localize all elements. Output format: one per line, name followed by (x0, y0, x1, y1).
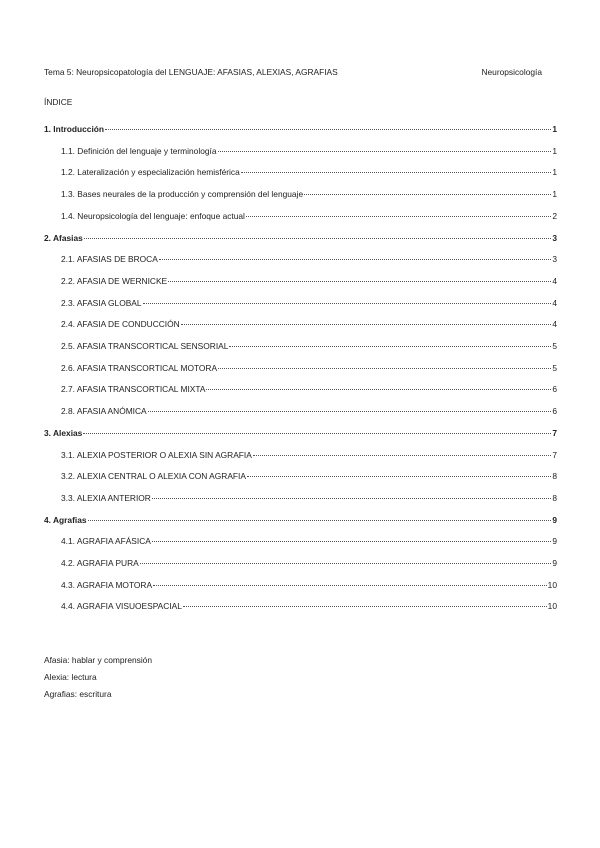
toc-subsection-entry[interactable] (44, 146, 557, 158)
toc-entry-title: 3.3. ALEXIA ANTERIOR (61, 492, 151, 503)
dot-leader (241, 172, 552, 173)
dot-leader (152, 498, 551, 499)
document-title: Tema 5: Neuropsicopatología del LENGUAJE: AFASIAS, ALEXIAS, AGRAFIAS (44, 67, 338, 77)
toc-entry-title: 2.2. AFASIA DE WERNICKE (61, 275, 168, 286)
dot-leader (181, 324, 552, 325)
toc-subsection-entry[interactable] (44, 254, 557, 266)
toc-entry-title: 3.1. ALEXIA POSTERIOR O ALEXIA SIN AGRAFIA (61, 449, 252, 460)
toc-subsection-entry[interactable] (44, 580, 557, 592)
toc-page-number: 10 (547, 601, 557, 612)
dot-leader (229, 346, 551, 347)
toc-page-number: 4 (552, 319, 557, 330)
toc-entry-title: 4. Agrafias (44, 514, 87, 525)
dot-leader (153, 585, 547, 586)
toc-entry-title: 2.4. AFASIA DE CONDUCCIÓN (61, 319, 180, 330)
toc-entry-title: 4.3. AGRAFIA MOTORA (61, 579, 153, 590)
toc-subsection-entry[interactable] (44, 471, 557, 483)
toc-page-number: 10 (547, 579, 557, 590)
toc-entry-title: 4.4. AGRAFIA VISUOESPACIAL (61, 601, 182, 612)
toc-entry-title: 2.6. AFASIA TRANSCORTICAL MOTORA (61, 362, 218, 373)
toc-page-number: 4 (552, 275, 557, 286)
dot-leader (253, 455, 551, 456)
toc-page-number: 1 (552, 189, 557, 200)
dot-leader (88, 520, 552, 521)
toc-subsection-entry[interactable] (44, 558, 557, 570)
notes-section (44, 652, 152, 703)
toc-page-number: 8 (552, 471, 557, 482)
toc-page-number: 6 (552, 384, 557, 395)
toc-page-number: 3 (552, 232, 557, 243)
toc-subsection-entry[interactable] (44, 341, 557, 353)
dot-leader (83, 433, 551, 434)
toc-page-number: 5 (552, 362, 557, 373)
index-heading: ÍNDICE (44, 97, 73, 107)
dot-leader (183, 606, 547, 607)
dot-leader (84, 238, 552, 239)
dot-leader (159, 259, 552, 260)
toc-subsection-entry[interactable] (44, 167, 557, 179)
dot-leader (140, 563, 552, 564)
dot-leader (105, 129, 551, 130)
toc-entry-title: 3. Alexias (44, 427, 83, 438)
toc-subsection-entry[interactable] (44, 384, 557, 396)
note-line: Agrafias: escritura (44, 689, 112, 699)
toc-subsection-entry[interactable] (44, 406, 557, 418)
note-line: Afasia: hablar y comprensión (44, 655, 152, 665)
toc-entry-title: 2.5. AFASIA TRANSCORTICAL SENSORIAL (61, 341, 229, 351)
note-line: Alexia: lectura (44, 672, 97, 682)
toc-subsection-entry[interactable] (44, 450, 557, 462)
dot-leader (206, 389, 551, 390)
toc-section-entry[interactable] (44, 124, 557, 136)
toc-section-entry[interactable] (44, 233, 557, 245)
dot-leader (148, 411, 552, 412)
toc-subsection-entry[interactable] (44, 276, 557, 288)
toc-page-number: 7 (552, 427, 557, 438)
toc-entry-title: 4.2. AGRAFIA PURA (61, 558, 139, 568)
dot-leader (218, 151, 552, 152)
toc-page-number: 1 (552, 124, 557, 134)
dot-leader (152, 541, 551, 542)
toc-page-number: 2 (552, 210, 557, 221)
toc-entry-title: 2.7. AFASIA TRANSCORTICAL MIXTA (61, 384, 206, 395)
toc-subsection-entry[interactable] (44, 363, 557, 375)
toc-page-number: 1 (552, 145, 557, 156)
toc-page-number: 7 (552, 449, 557, 460)
toc-entry-title: 2.8. AFASIA ANÓMICA (61, 406, 147, 417)
toc-page-number: 4 (552, 297, 557, 308)
toc-subsection-entry[interactable] (44, 211, 557, 223)
toc-page-number: 3 (552, 254, 557, 265)
dot-leader (218, 368, 551, 369)
toc-entry-title: 3.2. ALEXIA CENTRAL O ALEXIA CON AGRAFIA (61, 471, 246, 482)
dot-leader (246, 216, 551, 217)
toc-subsection-entry[interactable] (44, 493, 557, 505)
toc-entry-title: 2. Afasias (44, 232, 83, 243)
toc-entry-title: 2.1. AFASIAS DE BROCA (61, 254, 158, 265)
toc-page-number: 9 (552, 558, 557, 568)
dot-leader (304, 194, 551, 195)
dot-leader (168, 281, 551, 282)
page-header (44, 67, 542, 77)
toc-entry-title: 1. Introducción (44, 124, 105, 134)
toc-subsection-entry[interactable] (44, 536, 557, 548)
toc-page-number: 8 (552, 492, 557, 503)
toc-entry-title: 4.1. AGRAFIA AFÁSICA (61, 536, 151, 547)
toc-section-entry[interactable] (44, 515, 557, 527)
toc-subsection-entry[interactable] (44, 189, 557, 201)
toc-entry-title: 2.3. AFASIA GLOBAL (61, 297, 142, 308)
toc-page-number: 9 (552, 514, 557, 525)
toc-entry-title: 1.4. Neuropsicología del lenguaje: enfoque actual (61, 210, 245, 221)
dot-leader (247, 476, 551, 477)
toc-entry-title: 1.3. Bases neurales de la producción y comprensión del lenguaje (61, 189, 304, 200)
toc-section-entry[interactable] (44, 428, 557, 440)
toc-entry-title: 1.2. Lateralización y especialización hemisférica (61, 167, 240, 178)
subject-label: Neuropsicología (481, 67, 542, 77)
toc-entry-title: 1.1. Definición del lenguaje y terminología (61, 145, 217, 156)
toc-page-number: 9 (552, 536, 557, 547)
toc-subsection-entry[interactable] (44, 319, 557, 331)
dot-leader (143, 303, 552, 304)
toc-page-number: 6 (552, 406, 557, 417)
toc-subsection-entry[interactable] (44, 298, 557, 310)
toc-page-number: 1 (552, 167, 557, 178)
toc-page-number: 5 (552, 341, 557, 351)
toc-subsection-entry[interactable] (44, 601, 557, 613)
